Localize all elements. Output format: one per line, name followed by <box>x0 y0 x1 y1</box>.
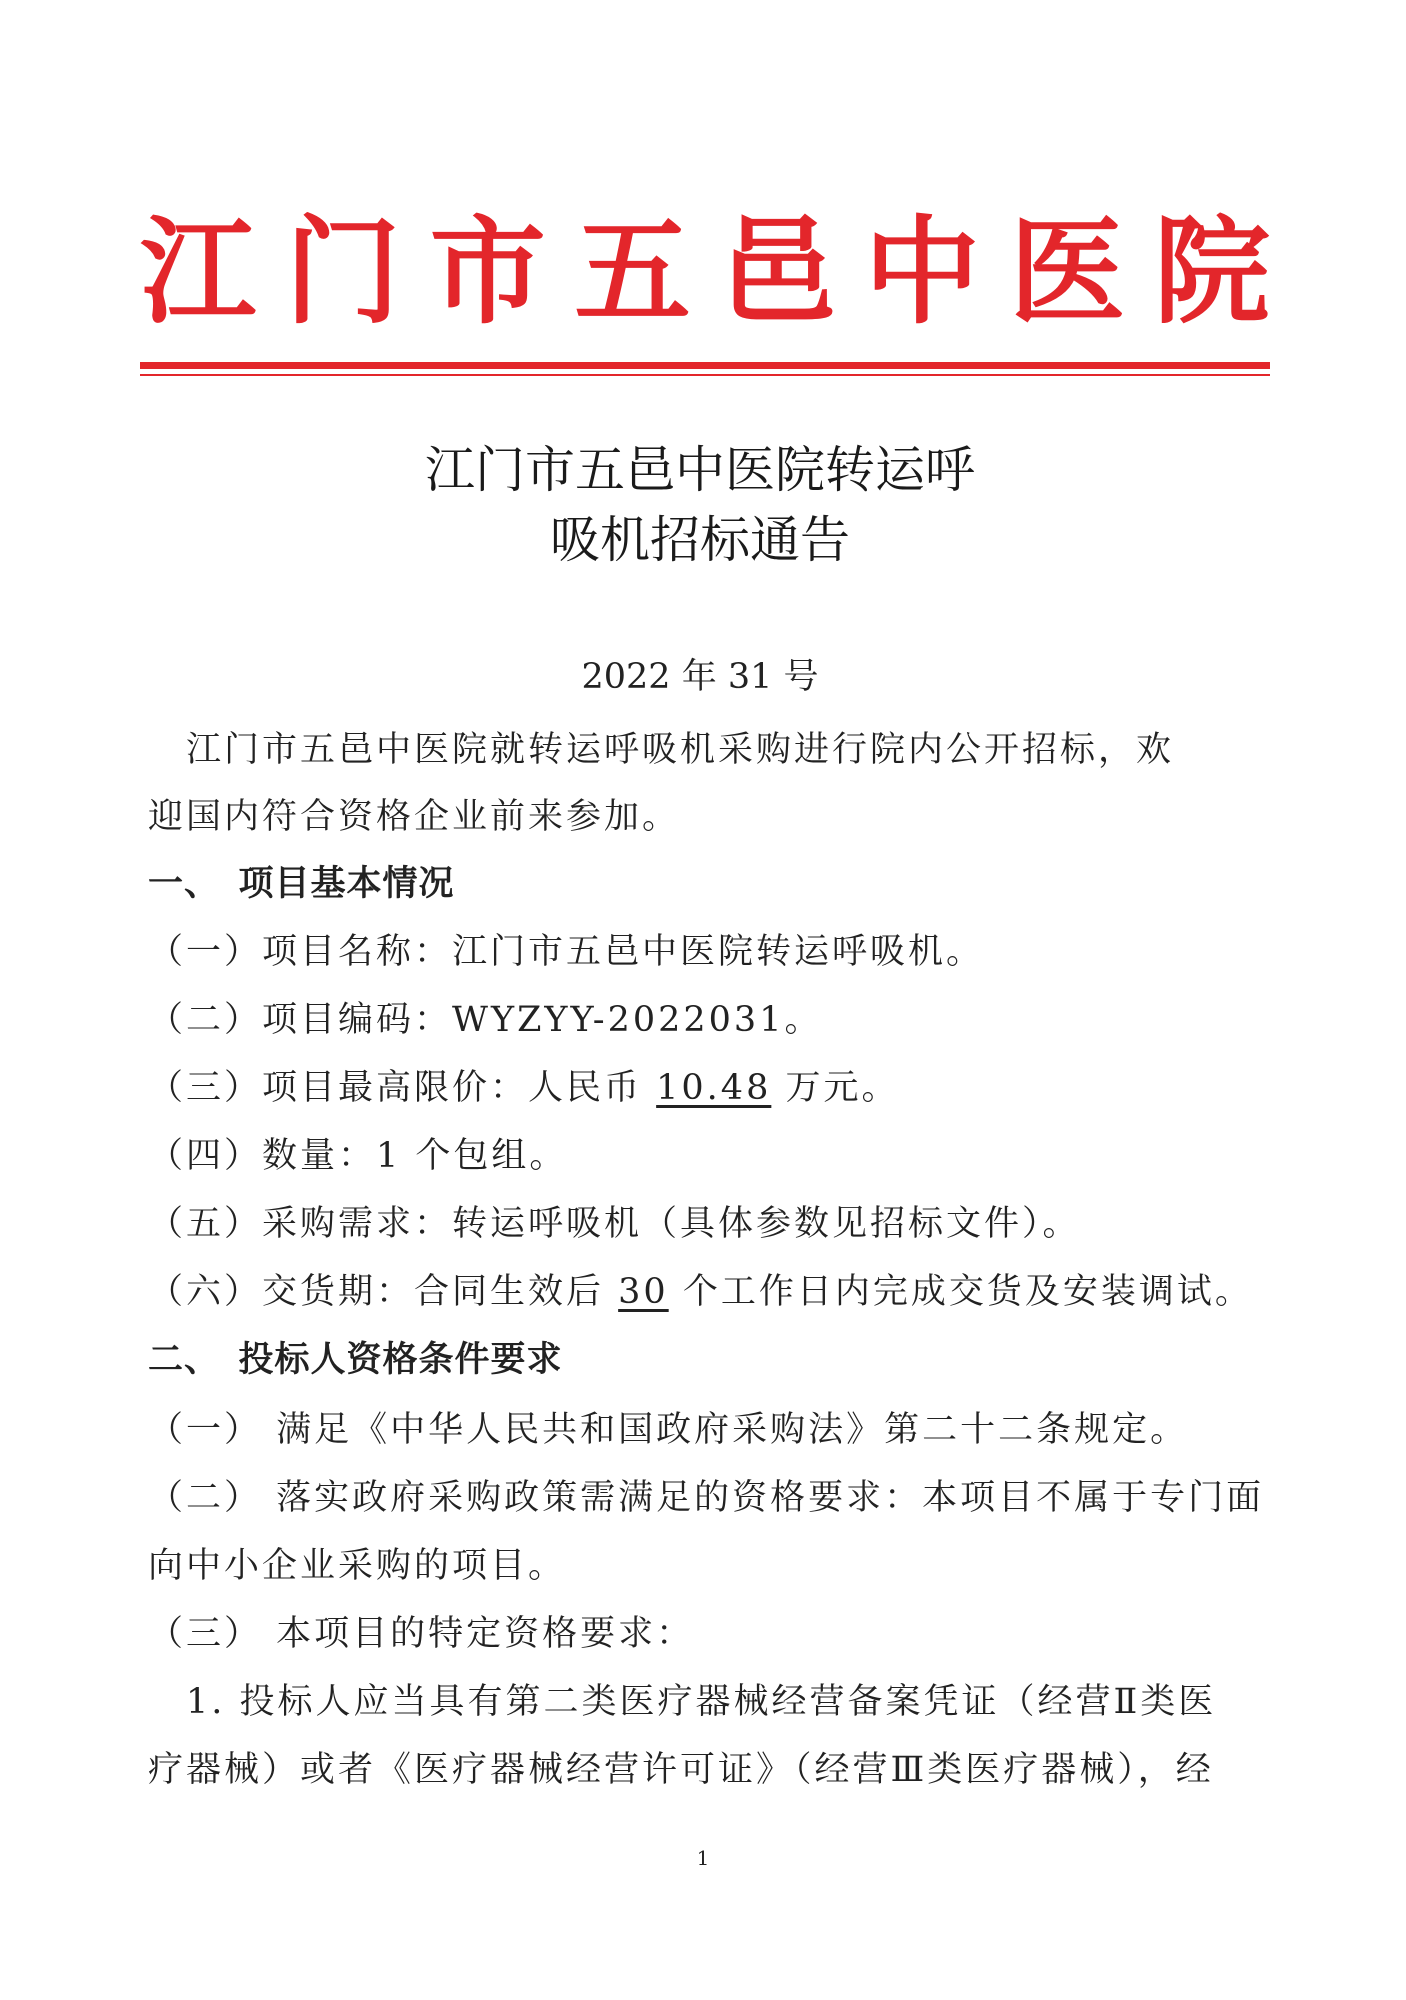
item-project-code: （二）项目编码：WYZYY-2022031。 <box>148 1000 823 1040</box>
masthead-char: 五 <box>574 205 691 340</box>
masthead-char: 医 <box>1009 205 1126 340</box>
item-quantity: （四）数量：1 个包组。 <box>148 1136 568 1176</box>
requirement-3: （三） 本项目的特定资格要求： <box>148 1614 695 1654</box>
item-delivery-suffix: 个工作日内完成交货及安装调试。 <box>668 1272 1253 1312</box>
item-max-price-prefix: （三）项目最高限价：人民币 <box>148 1068 657 1108</box>
item-max-price-value: 10.48 <box>656 1068 772 1108</box>
requirement-2-line-1: （二） 落实政府采购政策需满足的资格要求：本项目不属于专门面 <box>148 1478 1265 1518</box>
masthead-hospital-name <box>140 205 1270 340</box>
intro-line-1: 江门市五邑中医院就转运呼吸机采购进行院内公开招标，欢 <box>148 730 1175 770</box>
requirement-3-1-line-2: 疗器械）或者《医疗器械经营许可证》（经营Ⅲ类医疗器械），经 <box>148 1750 1214 1790</box>
item-project-name: （一）项目名称：江门市五邑中医院转运呼吸机。 <box>148 932 985 972</box>
document-number: 2022 年 31 号 <box>581 657 819 697</box>
item-requirement: （五）采购需求：转运呼吸机（具体参数见招标文件）。 <box>148 1204 1081 1244</box>
masthead-rule-thick <box>140 362 1270 369</box>
intro-line-2: 迎国内符合资格企业前来参加。 <box>148 797 681 837</box>
requirement-2-line-2: 向中小企业采购的项目。 <box>148 1546 567 1586</box>
section-heading-2: 二、 投标人资格条件要求 <box>148 1340 563 1380</box>
masthead-char: 市 <box>429 205 546 340</box>
item-delivery-value: 30 <box>618 1272 669 1312</box>
item-delivery-prefix: （六）交货期：合同生效后 <box>148 1272 619 1312</box>
notice-title-line1: 江门市五邑中医院转运呼 <box>425 441 975 499</box>
section-heading-1: 一、 项目基本情况 <box>148 864 455 904</box>
requirement-3-1-line-1: 1. 投标人应当具有第二类医疗器械经营备案凭证（经营Ⅱ类医 <box>148 1682 1217 1722</box>
masthead-rule-thin <box>140 374 1270 376</box>
masthead-char: 院 <box>1153 205 1270 340</box>
page-number: 1 <box>696 1846 710 1870</box>
item-max-price <box>148 1066 1228 1111</box>
masthead-char: 邑 <box>719 205 836 340</box>
masthead-char: 中 <box>864 205 981 340</box>
notice-title-line2: 吸机招标通告 <box>550 511 850 569</box>
requirement-1: （一） 满足《中华人民共和国政府采购法》第二十二条规定。 <box>148 1410 1189 1450</box>
item-max-price-suffix: 万元。 <box>771 1068 900 1108</box>
item-delivery <box>148 1270 1253 1315</box>
masthead-char: 门 <box>284 205 401 340</box>
masthead-char: 江 <box>140 205 256 340</box>
